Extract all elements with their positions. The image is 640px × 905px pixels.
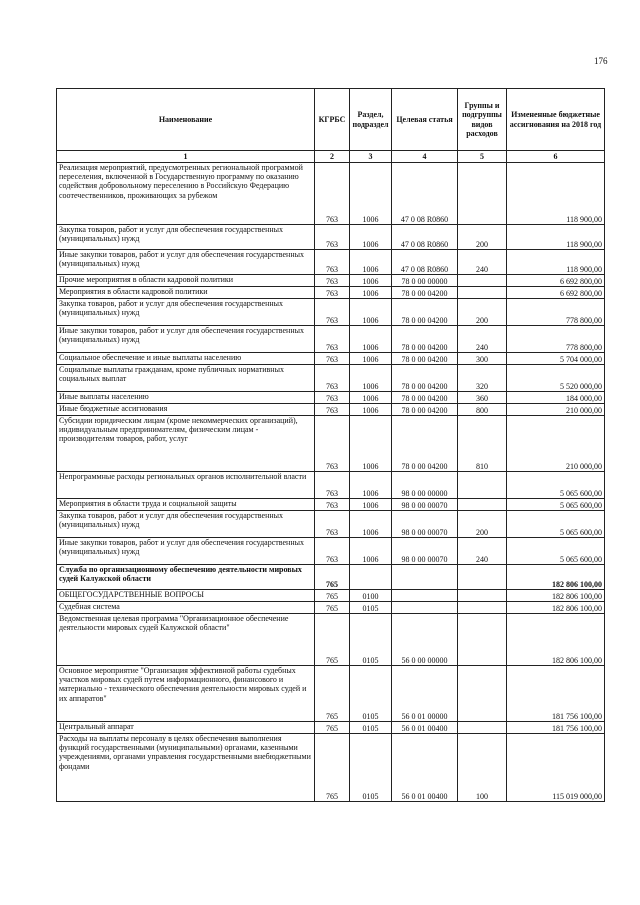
row-target-article: 78 0 00 04200 (392, 287, 458, 299)
row-budget-sum: 182 806 100,00 (507, 565, 605, 590)
row-kgrbs: 763 (315, 538, 350, 565)
page-number: 176 (594, 56, 608, 66)
row-budget-sum: 778 800,00 (507, 326, 605, 353)
row-target-article: 47 0 08 R0860 (392, 250, 458, 275)
row-target-article: 56 0 00 00000 (392, 614, 458, 666)
row-razdel (350, 565, 392, 590)
row-expense-group: 240 (458, 326, 507, 353)
header-name: Наименование (57, 89, 315, 151)
header-budget-sum: Измененные бюджетные ассигнования на 2018 год (507, 89, 605, 151)
row-expense-group: 800 (458, 404, 507, 416)
row-target-article (392, 602, 458, 614)
row-kgrbs: 765 (315, 565, 350, 590)
table-row (57, 538, 605, 565)
row-razdel: 1006 (350, 275, 392, 287)
row-target-article: 56 0 01 00000 (392, 666, 458, 722)
row-budget-sum: 210 000,00 (507, 404, 605, 416)
row-razdel: 1006 (350, 225, 392, 250)
row-budget-sum: 182 806 100,00 (507, 614, 605, 666)
table-row (57, 392, 605, 404)
row-kgrbs: 765 (315, 590, 350, 602)
row-name: Закупка товаров, работ и услуг для обеспечения государственных (муниципальных) нужд (57, 299, 315, 326)
header-razdel: Раздел, подраздел (350, 89, 392, 151)
row-expense-group (458, 163, 507, 225)
row-razdel: 0105 (350, 602, 392, 614)
row-name: Иные выплаты населению (57, 392, 315, 404)
row-razdel: 0105 (350, 734, 392, 802)
row-expense-group (458, 614, 507, 666)
row-name: Иные закупки товаров, работ и услуг для обеспечения государственных (муниципальных) нужд (57, 538, 315, 565)
row-budget-sum: 5 520 000,00 (507, 365, 605, 392)
row-target-article: 78 0 00 04200 (392, 404, 458, 416)
table-row (57, 722, 605, 734)
row-budget-sum: 5 704 000,00 (507, 353, 605, 365)
table-row (57, 287, 605, 299)
row-kgrbs: 763 (315, 275, 350, 287)
row-expense-group: 810 (458, 416, 507, 472)
row-razdel: 0105 (350, 722, 392, 734)
table-row (57, 416, 605, 472)
column-number: 5 (458, 151, 507, 163)
row-kgrbs: 765 (315, 734, 350, 802)
table-row (57, 275, 605, 287)
row-name: Реализация мероприятий, предусмотренных региональной программой переселения, включенной в Государственную программу по оказанию содействия добровольному переселению в Российскую Федерацию соотечественников, проживающих за рубежом (57, 163, 315, 225)
row-name: Субсидии юридическим лицам (кроме некоммерческих организаций), индивидуальным предпринимателям, физическим лицам - производителям товаров, работ, услуг (57, 416, 315, 472)
row-razdel: 1006 (350, 287, 392, 299)
table-row (57, 565, 605, 590)
row-kgrbs: 763 (315, 326, 350, 353)
row-name: Прочие мероприятия в области кадровой политики (57, 275, 315, 287)
row-budget-sum: 6 692 800,00 (507, 287, 605, 299)
row-name: Закупка товаров, работ и услуг для обеспечения государственных (муниципальных) нужд (57, 225, 315, 250)
row-budget-sum: 5 065 600,00 (507, 499, 605, 511)
row-expense-group: 200 (458, 511, 507, 538)
column-number: 4 (392, 151, 458, 163)
row-budget-sum: 5 065 600,00 (507, 511, 605, 538)
table-row (57, 734, 605, 802)
row-target-article (392, 590, 458, 602)
table-row (57, 299, 605, 326)
row-budget-sum: 182 806 100,00 (507, 602, 605, 614)
row-razdel: 1006 (350, 250, 392, 275)
row-name: ОБЩЕГОСУДАРСТВЕННЫЕ ВОПРОСЫ (57, 590, 315, 602)
row-kgrbs: 763 (315, 416, 350, 472)
table-row (57, 225, 605, 250)
row-expense-group: 200 (458, 299, 507, 326)
row-budget-sum: 6 692 800,00 (507, 275, 605, 287)
row-target-article: 78 0 00 00000 (392, 275, 458, 287)
table-row (57, 499, 605, 511)
row-name: Социальное обеспечение и иные выплаты населению (57, 353, 315, 365)
table-row (57, 404, 605, 416)
row-razdel: 1006 (350, 365, 392, 392)
row-name: Основное мероприятие "Организация эффективной работы судебных участков мировых судей путем информационного, финансового и материально - технического обеспечения деятельности мировых судей и их аппаратов" (57, 666, 315, 722)
row-budget-sum: 182 806 100,00 (507, 590, 605, 602)
table-row (57, 353, 605, 365)
row-kgrbs: 763 (315, 353, 350, 365)
row-expense-group (458, 722, 507, 734)
table-row (57, 614, 605, 666)
row-razdel: 1006 (350, 416, 392, 472)
row-kgrbs: 763 (315, 472, 350, 499)
table-row (57, 250, 605, 275)
row-expense-group: 100 (458, 734, 507, 802)
row-expense-group (458, 666, 507, 722)
row-budget-sum: 181 756 100,00 (507, 666, 605, 722)
row-razdel: 1006 (350, 404, 392, 416)
row-budget-sum: 181 756 100,00 (507, 722, 605, 734)
row-kgrbs: 763 (315, 365, 350, 392)
row-kgrbs: 763 (315, 163, 350, 225)
row-name: Ведомственная целевая программа "Организационное обеспечение деятельности мировых судей Калужской области" (57, 614, 315, 666)
row-kgrbs: 763 (315, 511, 350, 538)
table-row (57, 472, 605, 499)
row-expense-group (458, 275, 507, 287)
header-expense-groups: Группы и подгруппы видов расходов (458, 89, 507, 151)
row-budget-sum: 118 900,00 (507, 225, 605, 250)
row-kgrbs: 763 (315, 225, 350, 250)
row-expense-group: 240 (458, 250, 507, 275)
row-kgrbs: 763 (315, 299, 350, 326)
row-razdel: 1006 (350, 326, 392, 353)
row-name: Закупка товаров, работ и услуг для обеспечения государственных (муниципальных) нужд (57, 511, 315, 538)
column-number: 2 (315, 151, 350, 163)
row-budget-sum: 778 800,00 (507, 299, 605, 326)
row-expense-group: 240 (458, 538, 507, 565)
row-target-article: 78 0 00 04200 (392, 326, 458, 353)
row-razdel: 1006 (350, 472, 392, 499)
row-razdel: 1006 (350, 163, 392, 225)
row-target-article: 98 0 00 00070 (392, 499, 458, 511)
row-razdel: 1006 (350, 511, 392, 538)
row-kgrbs: 763 (315, 499, 350, 511)
table-body (57, 163, 605, 802)
row-target-article: 78 0 00 04200 (392, 353, 458, 365)
row-target-article: 78 0 00 04200 (392, 392, 458, 404)
row-target-article: 98 0 00 00070 (392, 511, 458, 538)
row-target-article: 98 0 00 00000 (392, 472, 458, 499)
row-expense-group: 300 (458, 353, 507, 365)
row-expense-group (458, 602, 507, 614)
row-kgrbs: 763 (315, 287, 350, 299)
row-kgrbs: 763 (315, 392, 350, 404)
row-name: Мероприятия в области кадровой политики (57, 287, 315, 299)
row-razdel: 0105 (350, 614, 392, 666)
row-razdel: 1006 (350, 353, 392, 365)
row-target-article: 78 0 00 04200 (392, 416, 458, 472)
row-expense-group (458, 499, 507, 511)
row-razdel: 1006 (350, 538, 392, 565)
row-budget-sum: 115 019 000,00 (507, 734, 605, 802)
row-budget-sum: 184 000,00 (507, 392, 605, 404)
row-kgrbs: 765 (315, 614, 350, 666)
row-expense-group (458, 565, 507, 590)
row-razdel: 1006 (350, 392, 392, 404)
table-row (57, 590, 605, 602)
row-name: Служба по организационному обеспечению деятельности мировых судей Калужской области (57, 565, 315, 590)
header-target-article: Целевая статья (392, 89, 458, 151)
row-expense-group: 360 (458, 392, 507, 404)
row-budget-sum: 118 900,00 (507, 163, 605, 225)
row-expense-group (458, 287, 507, 299)
row-expense-group (458, 590, 507, 602)
row-name: Судебная система (57, 602, 315, 614)
budget-table (56, 88, 605, 802)
row-target-article: 78 0 00 04200 (392, 365, 458, 392)
row-name: Иные бюджетные ассигнования (57, 404, 315, 416)
table-row (57, 326, 605, 353)
row-expense-group: 320 (458, 365, 507, 392)
row-kgrbs: 763 (315, 404, 350, 416)
table-row (57, 666, 605, 722)
row-expense-group (458, 472, 507, 499)
row-target-article: 56 0 01 00400 (392, 734, 458, 802)
row-target-article (392, 565, 458, 590)
row-budget-sum: 5 065 600,00 (507, 472, 605, 499)
column-number: 6 (507, 151, 605, 163)
table-row (57, 602, 605, 614)
row-name: Социальные выплаты гражданам, кроме публичных нормативных социальных выплат (57, 365, 315, 392)
row-expense-group: 200 (458, 225, 507, 250)
row-name: Расходы на выплаты персоналу в целях обеспечения выполнения функций государственными (муниципальными) органами, казенными учреждениями, органами управления государственными внебюджетными фондами (57, 734, 315, 802)
table-header-row (57, 89, 605, 151)
column-number: 3 (350, 151, 392, 163)
row-razdel: 0105 (350, 666, 392, 722)
row-target-article: 56 0 01 00400 (392, 722, 458, 734)
row-razdel: 1006 (350, 499, 392, 511)
row-target-article: 47 0 08 R0860 (392, 225, 458, 250)
row-kgrbs: 763 (315, 250, 350, 275)
row-name: Непрограммные расходы региональных органов исполнительной власти (57, 472, 315, 499)
row-kgrbs: 765 (315, 602, 350, 614)
row-budget-sum: 118 900,00 (507, 250, 605, 275)
row-name: Иные закупки товаров, работ и услуг для обеспечения государственных (муниципальных) нужд (57, 250, 315, 275)
row-razdel: 0100 (350, 590, 392, 602)
table-row (57, 163, 605, 225)
row-target-article: 78 0 00 04200 (392, 299, 458, 326)
column-number: 1 (57, 151, 315, 163)
row-name: Центральный аппарат (57, 722, 315, 734)
row-target-article: 47 0 08 R0860 (392, 163, 458, 225)
row-kgrbs: 765 (315, 722, 350, 734)
row-target-article: 98 0 00 00070 (392, 538, 458, 565)
column-number-row (57, 151, 605, 163)
row-razdel: 1006 (350, 299, 392, 326)
row-budget-sum: 5 065 600,00 (507, 538, 605, 565)
table-row (57, 511, 605, 538)
row-kgrbs: 765 (315, 666, 350, 722)
row-budget-sum: 210 000,00 (507, 416, 605, 472)
header-kgrbs: КГРБС (315, 89, 350, 151)
row-name: Мероприятия в области труда и социальной защиты (57, 499, 315, 511)
row-name: Иные закупки товаров, работ и услуг для обеспечения государственных (муниципальных) нужд (57, 326, 315, 353)
table-row (57, 365, 605, 392)
